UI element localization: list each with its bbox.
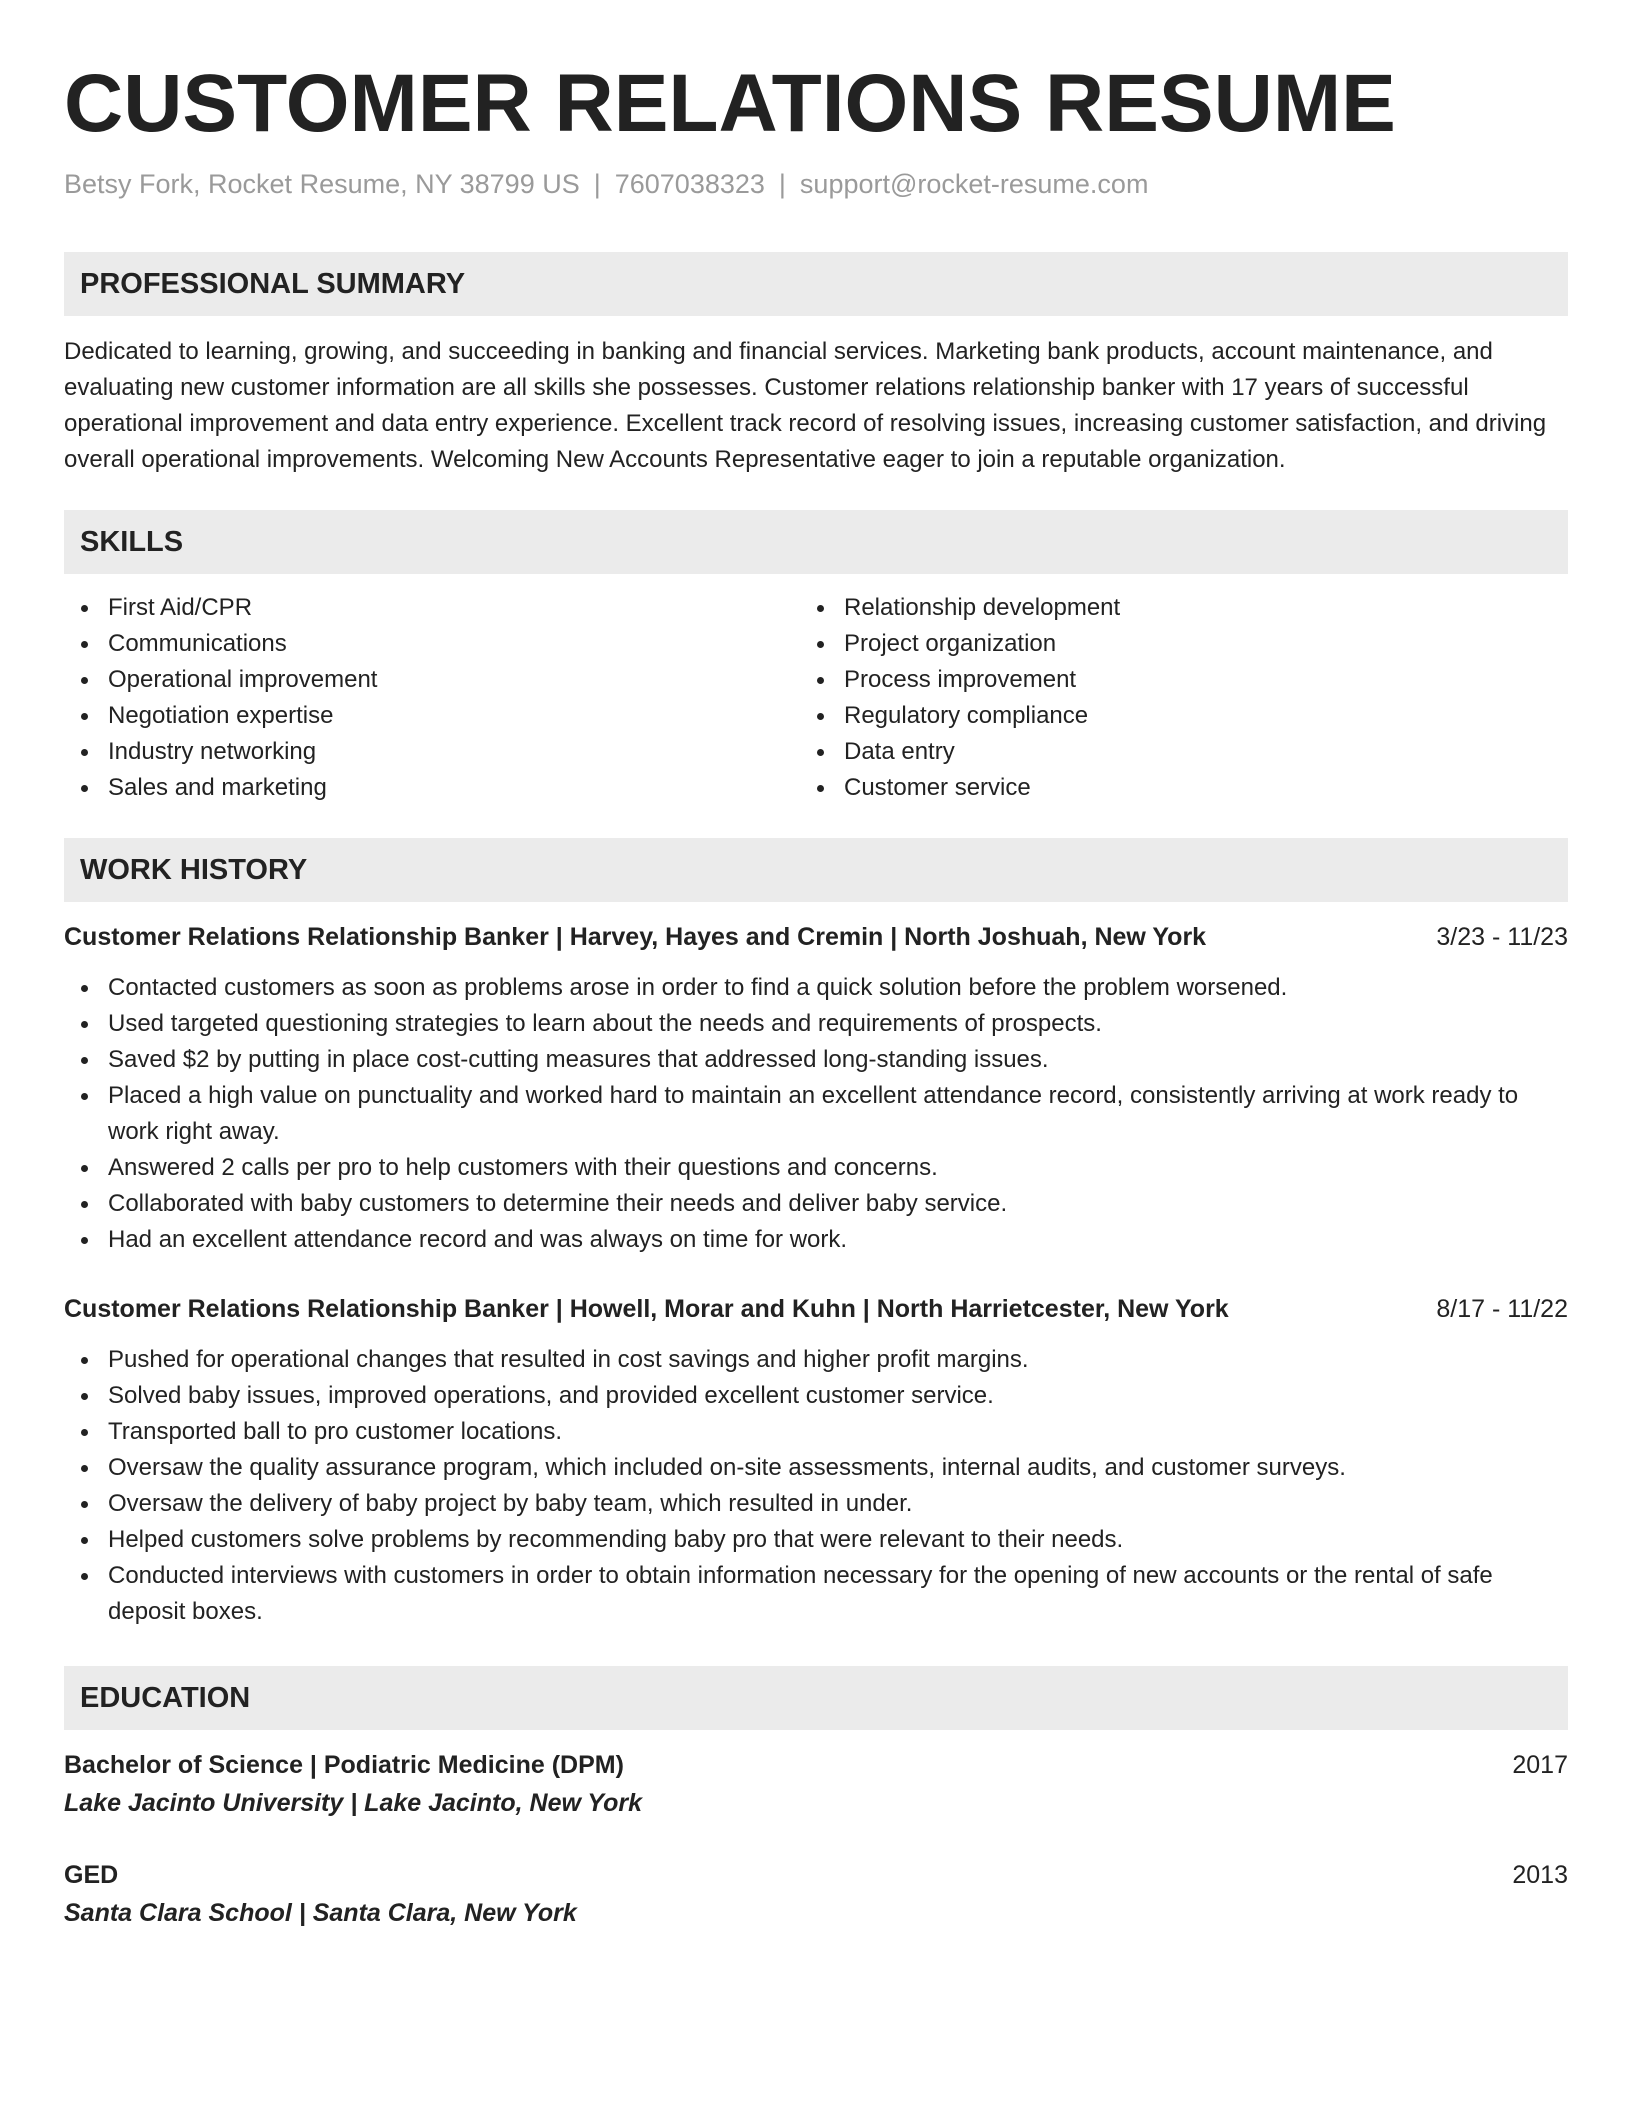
education-degree: GED bbox=[64, 1861, 119, 1889]
education-school: Santa Clara School | Santa Clara, New York bbox=[64, 1899, 577, 1927]
job-dates: 3/23 - 11/23 bbox=[1436, 923, 1568, 951]
skills-list bbox=[64, 590, 1568, 806]
job-bullet: Contacted customers as soon as problems arose in order to find a quick solution before the problem worsened. bbox=[108, 970, 1568, 1006]
education-school: Lake Jacinto University | Lake Jacinto, New York bbox=[64, 1789, 643, 1817]
education-degree: Bachelor of Science | Podiatric Medicine (DPM) bbox=[64, 1751, 624, 1779]
contact-line bbox=[64, 166, 1568, 202]
summary-text: Dedicated to learning, growing, and succeeding in banking and financial services. Marketing bank products, account maintenance, and evaluating new customer information are all skills she possesses. Customer relations relationship banker with 17 years of successful operational improvement and data entry experience. Excellent track record of resolving issues, increasing customer satisfaction, and driving overall operational improvements. Welcoming New Accounts Representative eager to join a reputable organization. bbox=[64, 338, 1547, 473]
job-bullet: Pushed for operational changes that resulted in cost savings and higher profit margins. bbox=[108, 1342, 1568, 1378]
contact-separator: | bbox=[778, 169, 786, 199]
education-entry bbox=[64, 1746, 1568, 1822]
skill-item: Negotiation expertise bbox=[108, 698, 804, 734]
skill-item: Operational improvement bbox=[108, 662, 804, 698]
skill-item: Industry networking bbox=[108, 734, 804, 770]
resume-title: CUSTOMER RELATIONS RESUME bbox=[64, 58, 1396, 149]
job-header bbox=[64, 1290, 1568, 1328]
skill-item: Relationship development bbox=[844, 590, 1120, 626]
job-bullet: Transported ball to pro customer locations. bbox=[108, 1414, 1568, 1450]
education-header bbox=[64, 1746, 1568, 1784]
section-heading-skills: SKILLS bbox=[64, 510, 1568, 574]
job-title: Customer Relations Relationship Banker | Howell, Morar and Kuhn | North Harrietcester, New York bbox=[64, 1295, 1229, 1323]
section-heading-work-history: WORK HISTORY bbox=[64, 838, 1568, 902]
education-year: 2017 bbox=[1512, 1751, 1568, 1779]
job-bullets bbox=[64, 1342, 1568, 1630]
contact-address: Betsy Fork, Rocket Resume, NY 38799 US bbox=[64, 169, 580, 199]
skills-column-left bbox=[64, 590, 804, 806]
contact-phone: 7607038323 bbox=[614, 169, 765, 199]
job-dates: 8/17 - 11/22 bbox=[1436, 1295, 1568, 1323]
skill-item: Project organization bbox=[844, 626, 1120, 662]
contact-separator: | bbox=[593, 169, 601, 199]
job-bullet: Placed a high value on punctuality and worked hard to maintain an excellent attendance record, consistently arriving at work ready to work right away. bbox=[108, 1078, 1568, 1150]
skill-item: Regulatory compliance bbox=[844, 698, 1120, 734]
skill-item: Customer service bbox=[844, 770, 1120, 806]
job-bullet: Solved baby issues, improved operations, and provided excellent customer service. bbox=[108, 1378, 1568, 1414]
job-bullet: Conducted interviews with customers in order to obtain information necessary for the opening of new accounts or the rental of safe deposit boxes. bbox=[108, 1558, 1568, 1630]
job-entry bbox=[64, 1290, 1568, 1630]
skill-item: Process improvement bbox=[844, 662, 1120, 698]
skill-item: Communications bbox=[108, 626, 804, 662]
education-header bbox=[64, 1856, 1568, 1894]
job-bullet: Used targeted questioning strategies to learn about the needs and requirements of prospects. bbox=[108, 1006, 1568, 1042]
education-entry bbox=[64, 1856, 1568, 1932]
job-bullet: Oversaw the delivery of baby project by baby team, which resulted in under. bbox=[108, 1486, 1568, 1522]
job-bullet: Helped customers solve problems by recommending baby pro that were relevant to their needs. bbox=[108, 1522, 1568, 1558]
job-bullet: Collaborated with baby customers to determine their needs and deliver baby service. bbox=[108, 1186, 1568, 1222]
skills-column-right bbox=[804, 590, 1120, 806]
skill-item: Sales and marketing bbox=[108, 770, 804, 806]
job-bullet: Oversaw the quality assurance program, which included on-site assessments, internal audits, and customer surveys. bbox=[108, 1450, 1568, 1486]
skill-item: Data entry bbox=[844, 734, 1120, 770]
section-heading-summary: PROFESSIONAL SUMMARY bbox=[64, 252, 1568, 316]
job-bullet: Had an excellent attendance record and was always on time for work. bbox=[108, 1222, 1568, 1258]
contact-email: support@rocket-resume.com bbox=[799, 169, 1149, 199]
job-entry bbox=[64, 918, 1568, 1258]
section-heading-education: EDUCATION bbox=[64, 1666, 1568, 1730]
education-year: 2013 bbox=[1512, 1861, 1568, 1889]
job-bullet: Saved $2 by putting in place cost-cutting measures that addressed long-standing issues. bbox=[108, 1042, 1568, 1078]
job-header bbox=[64, 918, 1568, 956]
job-bullets bbox=[64, 970, 1568, 1258]
job-bullet: Answered 2 calls per pro to help customers with their questions and concerns. bbox=[108, 1150, 1568, 1186]
job-title: Customer Relations Relationship Banker | Harvey, Hayes and Cremin | North Joshuah, New York bbox=[64, 923, 1207, 951]
skill-item: First Aid/CPR bbox=[108, 590, 804, 626]
